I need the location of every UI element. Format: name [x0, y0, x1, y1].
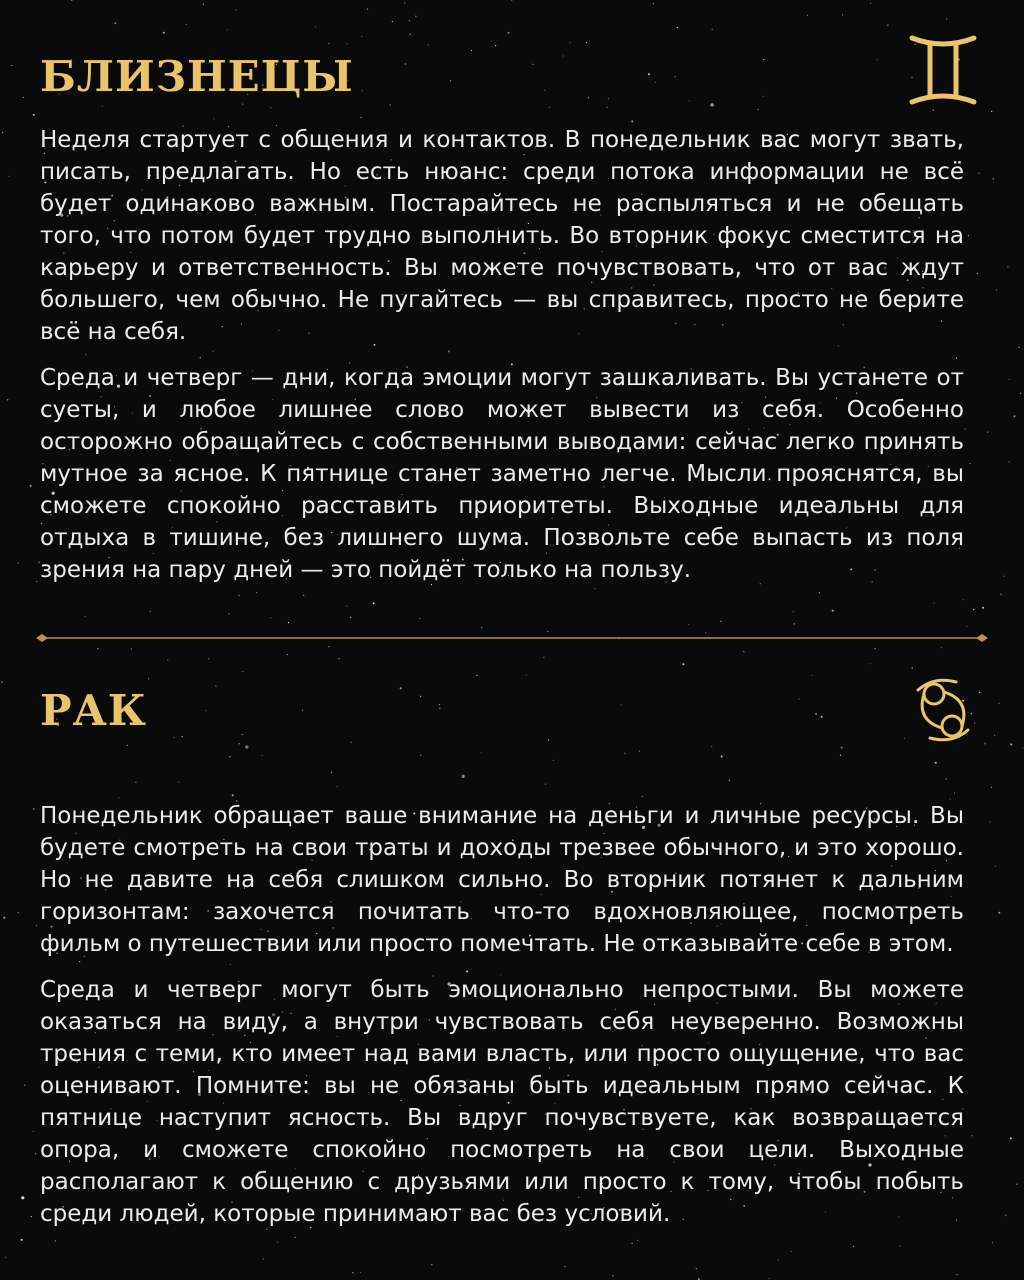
star [17, 563, 18, 564]
star [35, 1153, 36, 1154]
star [287, 654, 288, 655]
star [491, 41, 492, 42]
star [993, 178, 994, 179]
star [811, 675, 812, 676]
star [977, 273, 978, 274]
star [9, 176, 10, 177]
star [270, 617, 271, 618]
star [1018, 347, 1019, 348]
star [404, 2, 405, 3]
star [870, 3, 871, 4]
star [361, 36, 362, 37]
star [163, 32, 165, 34]
star [995, 866, 996, 867]
star [526, 675, 527, 676]
star [853, 1246, 854, 1247]
star [2, 132, 3, 133]
star [476, 675, 477, 676]
star [428, 44, 429, 45]
star [508, 32, 510, 34]
star [996, 289, 997, 290]
star [167, 659, 168, 660]
star [1016, 1184, 1017, 1185]
star [564, 1266, 565, 1267]
star [982, 607, 984, 609]
star [653, 3, 654, 4]
star [807, 15, 808, 16]
star [612, 1275, 613, 1276]
paragraph-cancer-2: Среда и четверг могут быть эмоционально непростыми. Вы можете оказаться на виду, а внутри чувствовать себя неуверенно. Возможны трения с теми, кто имеет над вами власть, или просто ощущение, что вас оценивают. Помните: вы не обязаны быть идеальным прямо сейчас. К пятнице наступит ясность. Вы вдруг почувствуете, как возвращается опора, и сможете спокойно посмотреть на свои цели. Выходные располагают к общению с друзьями или просто к тому, чтобы побыть среди людей, которые принимают вас без условий. [40, 977, 964, 1227]
star [33, 808, 35, 810]
star [495, 45, 496, 46]
star [966, 626, 967, 627]
star [990, 821, 991, 822]
star [794, 623, 795, 624]
star [288, 622, 289, 623]
star [410, 34, 411, 35]
star [36, 925, 37, 926]
star [186, 24, 187, 25]
star [85, 616, 86, 617]
paragraph-gemini-1: Неделя стартует с общения и контактов. В понедельник вас могут звать, писать, предлагать. Но есть нюанс: среди потока информации не всё будет одинаково важным. Постарайтесь не распыляться и не обещать того, что потом будет трудно выполнить. Во вторник фокус сместится на карьеру и ответственность. Вы можете почувствовать, что от вас ждут большего, чем обычно. Не пугайтесь — вы справитесь, просто не берите всё на себя. [40, 127, 964, 345]
star [33, 114, 35, 116]
star [1022, 747, 1023, 748]
star [36, 581, 37, 582]
star [743, 651, 744, 652]
star [870, 663, 871, 664]
star [992, 1242, 993, 1243]
star [793, 611, 794, 612]
star [471, 50, 472, 51]
star [569, 42, 570, 43]
star [347, 43, 348, 44]
star [350, 617, 351, 618]
star [328, 646, 329, 647]
star [215, 686, 216, 687]
star [934, 603, 935, 604]
section-divider [36, 630, 988, 646]
star [431, 1264, 432, 1265]
star [263, 1258, 264, 1259]
star [899, 1246, 900, 1247]
star [842, 14, 843, 15]
star [1010, 1137, 1012, 1139]
star [21, 1196, 24, 1199]
star [24, 1085, 25, 1086]
star [227, 29, 228, 30]
star [987, 432, 988, 433]
star [419, 618, 420, 619]
star [1001, 594, 1002, 595]
star [769, 1278, 770, 1279]
star [874, 648, 875, 649]
star [409, 20, 410, 21]
star [1009, 461, 1010, 462]
star [912, 668, 913, 669]
star [373, 602, 375, 604]
star [677, 27, 678, 28]
star [33, 1131, 34, 1132]
star [5, 1257, 6, 1258]
star [242, 671, 243, 672]
star [400, 687, 402, 689]
star [7, 399, 8, 400]
star [1020, 393, 1021, 394]
star [23, 97, 24, 98]
star [887, 25, 888, 26]
star [352, 1272, 353, 1273]
star [148, 678, 149, 679]
star [481, 627, 482, 628]
star [1009, 379, 1010, 380]
star [791, 1251, 792, 1252]
cancer-icon [908, 672, 978, 748]
star [978, 173, 979, 174]
star [21, 1239, 23, 1241]
star [18, 912, 19, 913]
star [3, 917, 5, 919]
star [972, 1135, 973, 1136]
section-title-gemini: БЛИЗНЕЦЫ [40, 52, 354, 101]
star [688, 624, 689, 625]
star [11, 65, 12, 66]
star [1005, 1214, 1007, 1216]
star [203, 4, 204, 5]
paragraph-gemini-2: Среда и четверг — дни, когда эмоции могут зашкаливать. Вы устанете от суеты, и любое лишнее слово может вывести из себя. Особенно осторожно обращайтесь с собственными выводами: сейчас легко принять мутное за ясное. К пятнице станет заметно легче. Мысли прояснятся, вы сможете спокойно расставить приоритеты. Выходные идеальны для отдыха в тишине, без лишнего шума. Позвольте себе выпасть из поля зрения на пару дней — это пойдёт только на пользу. [40, 365, 964, 583]
star [31, 1216, 32, 1217]
gemini-icon [906, 30, 980, 108]
star [346, 606, 347, 607]
star [720, 621, 721, 622]
star [511, 0, 512, 1]
section-cancer [40, 686, 964, 1244]
star [994, 735, 995, 736]
star [712, 29, 713, 30]
star [415, 16, 416, 17]
star [991, 111, 992, 112]
paragraph-cancer-1: Понедельник обращает ваше внимание на деньги и личные ресурсы. Вы будете смотреть на свои траты и доходы трезвее обычного, и это хорошо. Но не давите на себя слишком сильно. Во вторник потянет к дальним горизонтам: захочется почитать что-то вдохновляющее, посмотреть фильм о путешествии или просто помечтать. Не отказывайте себе в этом. [40, 803, 964, 957]
star [979, 692, 980, 693]
star [150, 611, 151, 612]
star [696, 1268, 697, 1269]
star [682, 663, 684, 665]
star [30, 485, 32, 487]
star [998, 703, 999, 704]
star [586, 42, 587, 43]
star [228, 613, 229, 614]
star [114, 22, 116, 24]
section-gemini [40, 52, 964, 600]
star [832, 610, 834, 612]
star [984, 743, 986, 745]
star [1014, 415, 1016, 417]
star [208, 658, 209, 659]
star [1010, 743, 1012, 745]
star [998, 912, 1000, 914]
star [778, 1259, 779, 1260]
star [1007, 266, 1008, 267]
star [315, 26, 316, 27]
star [589, 40, 590, 41]
star [1, 682, 2, 683]
star [71, 0, 72, 1]
star [964, 428, 965, 429]
star [941, 647, 942, 648]
star [968, 235, 969, 236]
star [236, 9, 237, 10]
section-title-cancer: РАК [40, 686, 147, 735]
star [360, 1272, 361, 1273]
star [543, 657, 544, 658]
star [338, 658, 339, 659]
star [131, 648, 132, 649]
star [1003, 576, 1004, 577]
star [392, 21, 393, 22]
star [97, 648, 98, 649]
star [969, 463, 970, 464]
star [957, 1274, 958, 1275]
star [367, 9, 368, 10]
star [328, 43, 329, 44]
star [991, 787, 992, 788]
star [946, 18, 947, 19]
star [973, 609, 974, 610]
